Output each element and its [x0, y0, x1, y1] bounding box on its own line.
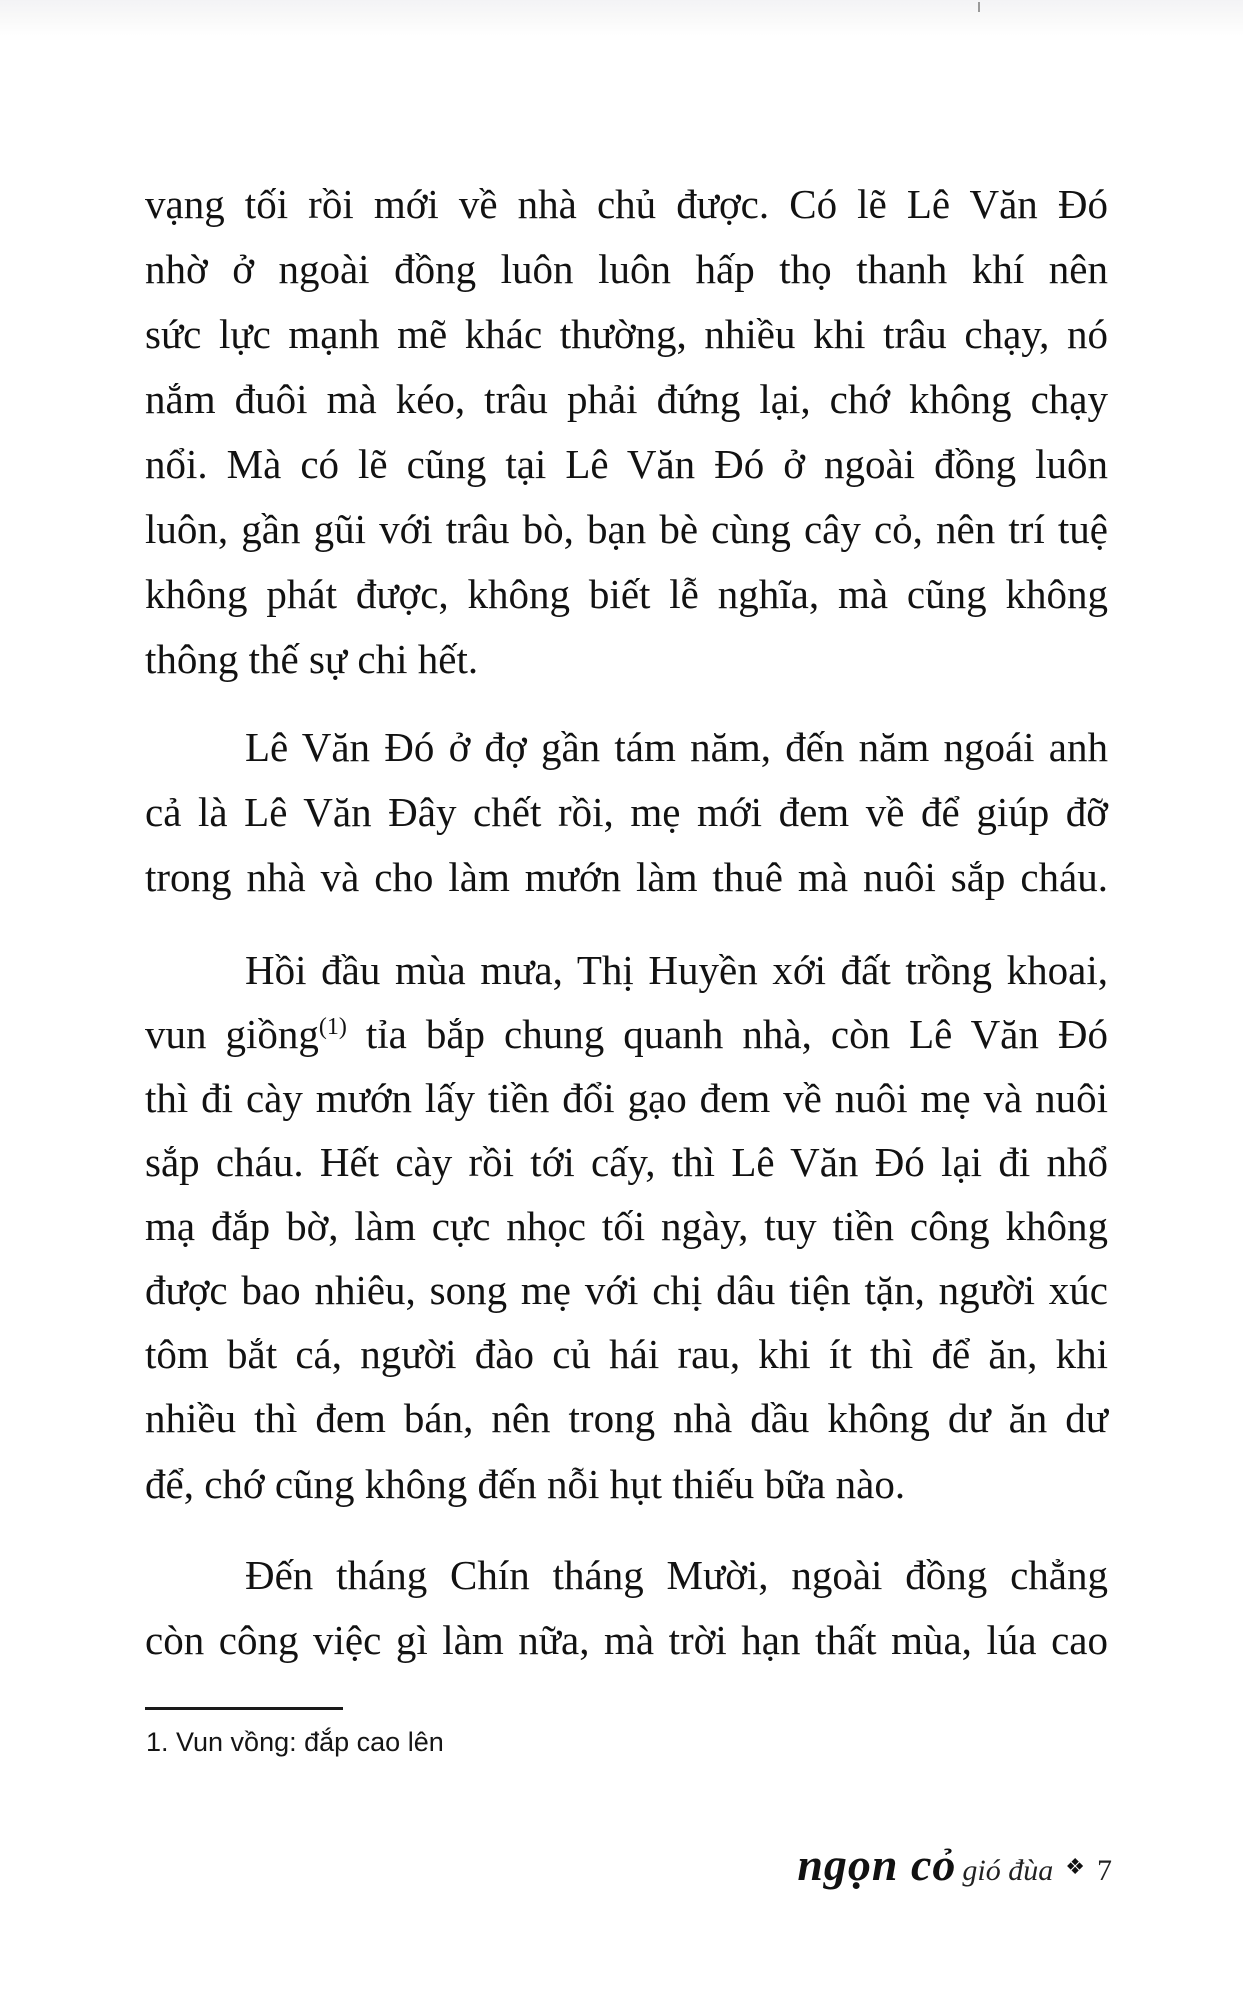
text-line: Hồi đầu mùa mưa, Thị Huyền xới đất trồng khoai, — [245, 947, 1108, 993]
text-line: Đến tháng Chín tháng Mười, ngoài đồng chẳng — [245, 1552, 1108, 1598]
book-title-sub: gió đùa — [962, 1854, 1054, 1887]
book-title-main: ngọn cỏ — [797, 1839, 957, 1890]
text-fragment: vun giồng — [145, 1011, 319, 1057]
running-footer — [740, 1838, 1112, 1898]
text-line: nhờ ở ngoài đồng luôn luôn hấp thọ thanh khí nên — [145, 246, 1108, 292]
text-line: mạ đắp bờ, làm cực nhọc tối ngày, tuy tiền công không — [145, 1203, 1108, 1249]
text-line: luôn, gần gũi với trâu bò, bạn bè cùng cây cỏ, nên trí tuệ — [145, 506, 1108, 552]
ornament-diamond-icon: ❖ — [1065, 1855, 1085, 1880]
text-line: nổi. Mà có lẽ cũng tại Lê Văn Đó ở ngoài đồng luôn — [145, 441, 1108, 487]
text-line: sức lực mạnh mẽ khác thường, nhiều khi trâu chạy, nó — [145, 311, 1108, 357]
text-line: nhiều thì đem bán, nên trong nhà dầu không dư ăn dư — [145, 1395, 1108, 1441]
footnote: 1. Vun vồng: đắp cao lên — [146, 1727, 444, 1757]
text-line: Lê Văn Đó ở đợ gần tám năm, đến năm ngoái anh — [245, 724, 1108, 770]
page-number: 7 — [1097, 1854, 1112, 1887]
text-line: không phát được, không biết lễ nghĩa, mà cũng không — [145, 571, 1108, 617]
text-line: sắp cháu. Hết cày rồi tới cấy, thì Lê Văn Đó lại đi nhổ — [145, 1139, 1108, 1185]
text-line: để, chớ cũng không đến nỗi hụt thiếu bữa nào. — [145, 1461, 906, 1507]
footnote-divider — [145, 1707, 343, 1710]
text-line: cả là Lê Văn Đây chết rồi, mẹ mới đem về để giúp đỡ — [145, 789, 1108, 835]
text-line: trong nhà và cho làm mướn làm thuê mà nuôi sắp cháu. — [145, 854, 1108, 900]
text-line: thì đi cày mướn lấy tiền đổi gạo đem về nuôi mẹ và nuôi — [145, 1075, 1108, 1121]
text-line: còn công việc gì làm nữa, mà trời hạn thất mùa, lúa cao — [145, 1617, 1108, 1663]
footnote-ref[interactable]: (1) — [318, 1014, 347, 1040]
text-line: nắm đuôi mà kéo, trâu phải đứng lại, chớ không chạy — [145, 376, 1108, 422]
text-line — [145, 1002, 1108, 1066]
text-line: tôm bắt cá, người đào củ hái rau, khi ít thì để ăn, khi — [145, 1331, 1108, 1377]
text-line: được bao nhiêu, song mẹ với chị dâu tiện tặn, người xúc — [145, 1267, 1108, 1313]
text-line: vạng tối rồi mới về nhà chủ được. Có lẽ Lê Văn Đó — [145, 181, 1108, 227]
text-fragment: tỉa bắp chung quanh nhà, còn Lê Văn Đó — [346, 1011, 1108, 1057]
text-line: thông thế sự chi hết. — [145, 636, 479, 682]
